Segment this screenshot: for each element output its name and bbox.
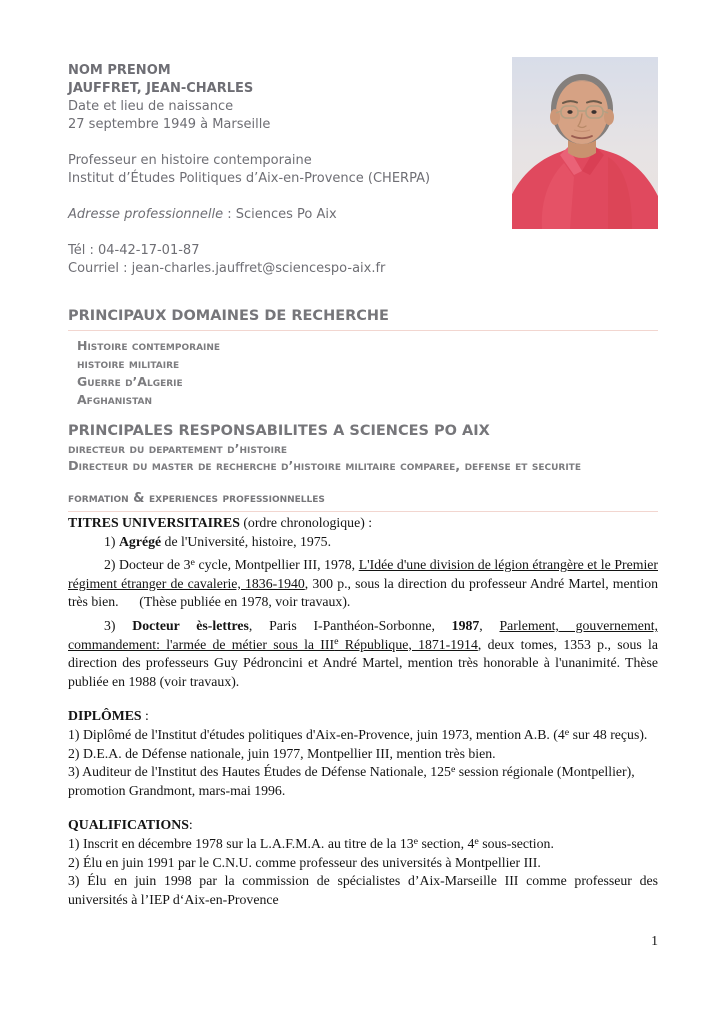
spacer [68,188,430,206]
text-run-bold: Docteur ès-lettres [132,617,249,633]
portrait-illustration [512,57,658,229]
text-run: 2) Docteur de 3 [104,557,191,573]
text-run: sur 48 reçus). [569,726,648,742]
qualifications-heading-rest: : [188,817,193,833]
section-titres [68,514,658,691]
text-run: République, 1871-1914 [338,636,478,652]
responsibilities-heading: PRINCIPALES RESPONSABILITES A SCIENCES PO AIX [68,423,490,439]
section-responsibilities [68,423,658,475]
titres-item-3 [68,617,658,691]
titres-heading-bold: TITRES UNIVERSITAIRES [68,515,240,530]
text-run: 3) Auditeur de l'Institut des Hautes Études de Défense Nationale, 125 [68,764,451,780]
titres-heading-rest: (ordre chronologique) : [239,515,373,530]
titres-heading [68,514,658,533]
text-run-bold: 1987 [451,617,480,633]
text-run: de l'Université, histoire, 1975. [161,533,332,549]
text-run: 1) [104,533,119,549]
address-value: : Sciences Po Aix [223,207,337,222]
birth-label: Date et lieu de naissance [68,99,234,114]
header-identity [68,62,430,278]
superscript: e [450,763,456,775]
text-run-bold: Agrégé [118,533,162,549]
diplomes-item-2: 2) D.E.A. de Défense nationale, juin 1977, Montpellier III, mention très bien. [68,745,496,761]
text-run: 1) Inscrit en décembre 1978 sur la L.A.F.M.A. au titre de la 13 [68,835,414,851]
text-run: 3) [104,617,133,633]
qualifications-item-2: 2) Élu en juin 1991 par le C.N.U. comme professeur des universités à Montpellier III. [68,854,541,870]
text-run: , [479,617,500,633]
section-qualifications [68,816,658,909]
text-run: , 300 p., sous la direction du professeur André Martel, mention très bien. (Thèse publiée en 1978, voir travaux). [68,575,658,610]
qualifications-heading [68,816,658,835]
job-title: Professeur en histoire contemporaine [68,153,312,168]
name-label: NOM PRENOM [68,63,171,78]
diplomes-item-1 [68,726,658,745]
responsibility-item: Directeur du master de recherche d’histoire militaire comparee, defense et securite [68,458,581,474]
diplomes-item-3 [68,763,658,800]
qualifications-item-3: 3) Élu en juin 1998 par la commission de spécialistes d’Aix-Marseille III comme professeur des universités à l’IEP d‘Aix-en-Provence [68,873,658,907]
text-run: 1) Diplômé de l'Institut d'études politiques d'Aix-en-Provence, juin 1973, mention A.B. (4 [68,726,565,742]
superscript: e [334,636,339,648]
section-diplomes [68,707,658,800]
address-label: Adresse professionnelle [68,207,224,222]
qualifications-item-1 [68,835,658,854]
spacer [68,224,430,242]
portrait-photo [512,57,658,229]
email: Courriel : jean-charles.jauffret@sciencespo-aix.fr [68,261,386,276]
section-research [68,308,658,409]
qualifications-heading-bold: QUALIFICATIONS [68,817,189,833]
phone: Tél : 04-42-17-01-87 [68,243,200,258]
text-run: Parlement, gouvernement, commandement: l'armée de métier sous la III [68,617,658,652]
superscript: e [474,835,479,847]
professional-address [68,206,430,224]
person-name: JAUFFRET, JEAN-CHARLES [68,81,254,96]
responsibilities-items [68,442,658,475]
responsibility-item: directeur du departement d’histoire [68,442,288,457]
research-item: histoire militaire [77,356,180,371]
text-run: , Paris I-Panthéon-Sorbonne, [248,617,452,633]
text-run: section, 4 [418,835,475,851]
titres-item-1 [68,533,658,552]
text-run: session régionale (Montpellier), promotion Grandmont, mars-mai 1996. [68,764,635,798]
page-number: 1 [651,933,658,949]
institution: Institut d’Études Politiques d’Aix-en-Provence (CHERPA) [68,171,431,186]
diplomes-heading [68,707,658,726]
research-heading: PRINCIPAUX DOMAINES DE RECHERCHE [68,308,658,331]
titres-item-2 [68,556,658,612]
text-run: , deux tomes, 1353 p., sous la direction des professeurs Guy Pédroncini et André Martel, mention très honorable à l'unanimité. Thèse publiée en 1988 (voir travaux). [68,636,658,689]
superscript: e [413,835,419,847]
diplomes-heading-bold: DIPLÔMES [68,708,142,724]
formation-heading: formation & experiences professionnelles [68,491,658,512]
birth-value: 27 septembre 1949 à Marseille [68,117,271,132]
superscript: e [564,726,570,738]
research-item: Guerre d’Algerie [77,374,183,389]
superscript: e [190,557,195,569]
research-item: Afghanistan [77,392,153,407]
research-items [68,337,658,409]
text-run: cycle, Montpellier III, 1978, [194,557,359,573]
research-item: Histoire contemporaine [77,338,221,353]
spacer [68,134,430,152]
thesis-title-underlined: L'Idée d'une division de légion étrangère et le Premier régiment étranger de cavalerie, 1836-1940 [68,557,658,591]
diplomes-heading-rest: : [141,708,149,724]
header [68,62,658,278]
text-run: sous-section. [478,835,554,851]
